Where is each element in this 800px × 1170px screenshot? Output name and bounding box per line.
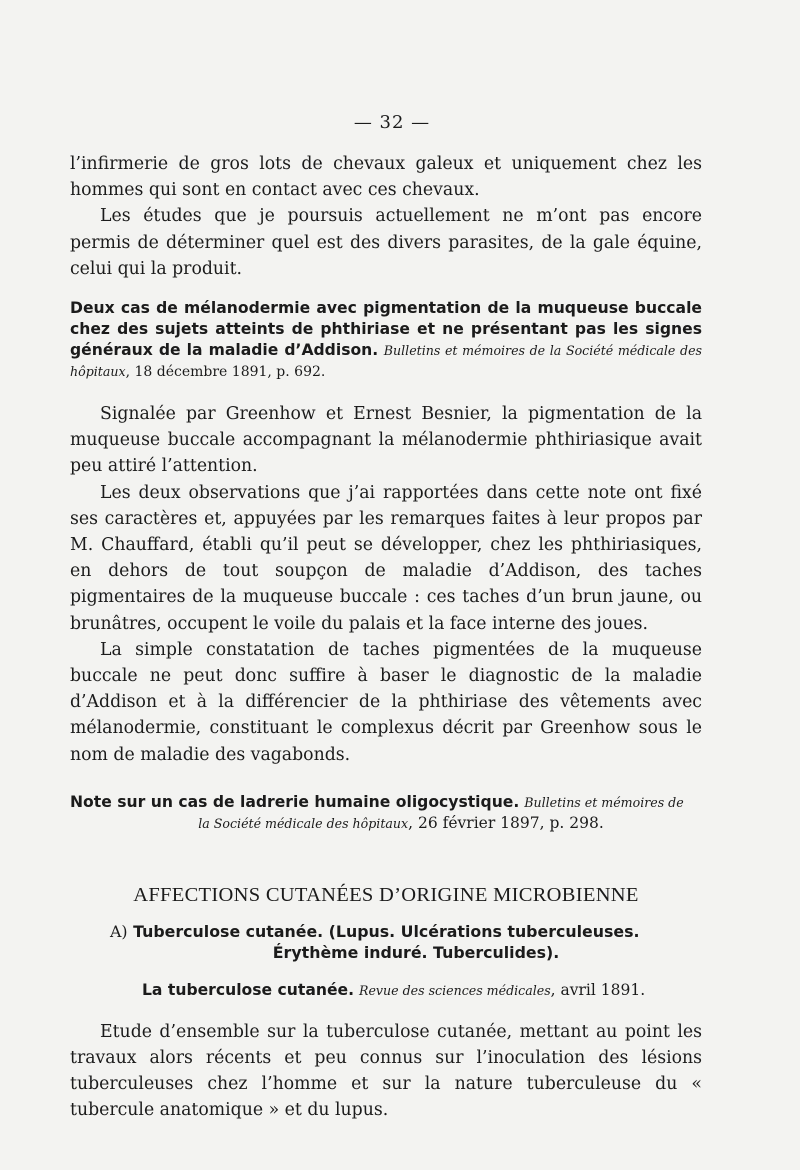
- subsection-heading: [110, 921, 702, 963]
- paragraph-6: Etude d’ensemble sur la tuberculose cutanée, mettant au point les travaux alors récents et peu connus sur l’inoculation des lésions tuberculeuses chez l’homme et sur la nature tuberculeuse du « tubercule anatomique » et du lupus.: [70, 1021, 702, 1121]
- entry-3-date: , avril 1891.: [550, 980, 646, 999]
- paragraph-1: l’infirmerie de gros lots de chevaux galeux et uniquement chez les hommes qui sont en contact avec ces chevaux.: [70, 154, 702, 201]
- paragraph-5: La simple constatation de taches pigmentées de la muqueuse buccale ne peut donc suffire à baser le diagnostic de la maladie d’Addison et à la différencier de la phthiriase des vêtements avec mélanodermie, constituant le complexus décrit par Greenhow sous le nom de maladie des vagabonds.: [70, 639, 702, 765]
- paragraph-4: Les deux observations que j’ai rapportées dans cette note ont fixé ses caractères et, appuyées par les remarques faites à leur propos par M. Chauffard, établi qu’il peut se développer, chez les phthiriasiques, en dehors de tout soupçon de maladie d’Addison, des taches pigmentaires de la muqueuse buccale : ces taches d’un brun jaune, ou brunâtres, occupent le voile du palais et la face interne des joues.: [70, 482, 702, 634]
- entry-3-title: La tuberculose cutanée.: [142, 980, 355, 999]
- document-page: [70, 112, 702, 1124]
- bibliography-entry-3: [142, 981, 702, 999]
- entry-2-journal-b: la Société médicale des hôpitaux: [198, 815, 409, 831]
- subsection-letter: A): [110, 921, 128, 941]
- bibliography-entry-1: [70, 298, 702, 383]
- entry-1-title: Deux cas de mélanodermie avec pigmentation de la muqueuse buccale chez des sujets atteints de phthiriase et ne présentant pas les signes généraux de la maladie d’Addison.: [70, 299, 702, 360]
- entry-3-journal: Revue des sciences médicales: [359, 982, 551, 998]
- paragraph-3: Signalée par Greenhow et Ernest Besnier, la pigmentation de la muqueuse buccale accompagnant la mélanodermie phthiriasique avait peu attiré l’attention.: [70, 404, 702, 477]
- paragraph-2: Les études que je poursuis actuellement ne m’ont pas encore permis de déterminer quel est des divers parasites, de la gale équine, celui qui la produit.: [70, 206, 702, 279]
- entry-1-date: , 18 décembre 1891, p. 692.: [125, 364, 326, 381]
- subsection-line-1: Tuberculose cutanée. (Lupus. Ulcérations tuberculeuses.: [133, 921, 640, 941]
- entry-1-journal: Bulletins et mémoires de la Société médicale des hôpitaux: [70, 343, 702, 380]
- bibliography-entry-2: [70, 792, 702, 834]
- entry-2-journal-a: Bulletins et mémoires de: [524, 794, 684, 810]
- page-number: — 32 —: [353, 112, 431, 133]
- entry-2-title: Note sur un cas de ladrerie humaine oligocystique.: [70, 792, 520, 811]
- section-heading: AFFECTIONS CUTANÉES D’ORIGINE MICROBIENNE: [133, 883, 639, 906]
- subsection-line-2: Érythème induré. Tuberculides).: [272, 942, 560, 962]
- entry-2-date: , 26 février 1897, p. 298.: [408, 813, 604, 832]
